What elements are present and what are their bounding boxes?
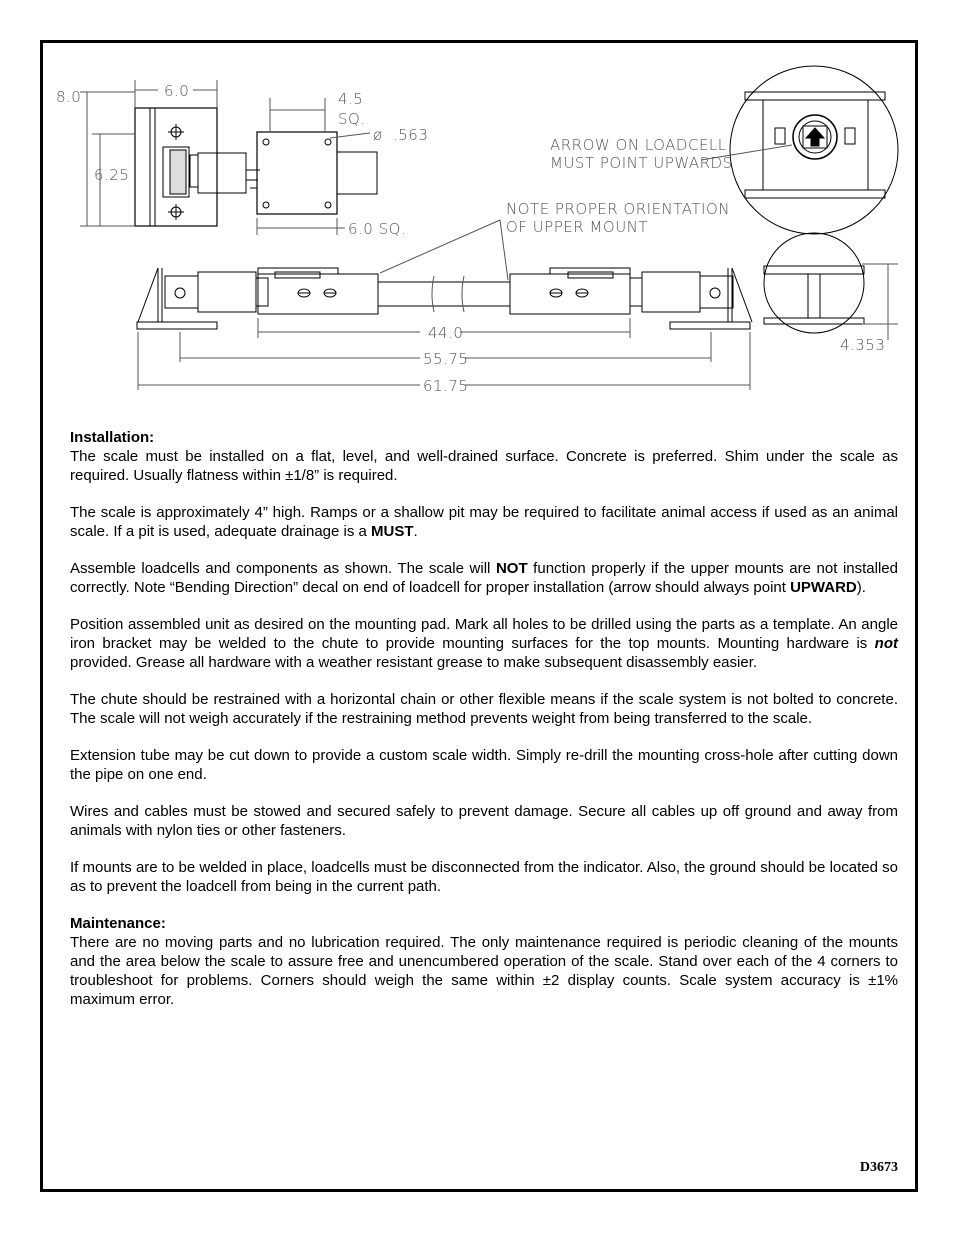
dim-6-0-top: 6.0 [164,82,190,100]
dim-563: .563 [393,126,429,144]
scale-assembly [137,268,752,329]
dim-6-0-sq: 6.0 SQ. [348,220,407,238]
dim-55-75: 55.75 [423,350,469,368]
technical-drawing [40,40,915,410]
installation-p5: The chute should be restrained with a horizontal chain or other flexible means if the scale system is not bolted to concrete. The scale will not weigh accurately if the restraining method prevents weight from being transferred to the scale. [70,691,898,727]
installation-p7: Wires and cables must be stowed and secured safely to prevent damage. Secure all cables up off ground and away from animals with nylon ties or other fasteners. [70,803,898,839]
side-view-mount [135,108,260,226]
dim-phi: ø [373,126,383,144]
dim-61-75: 61.75 [423,377,469,395]
dim-44-0: 44.0 [428,324,464,342]
dim-4-353: 4.353 [840,336,886,354]
instructions [70,428,898,1027]
installation-p1: The scale must be installed on a flat, level, and well-drained surface. Concrete is preferred. Shim under the scale as required. Usually flatness within ±1/8” is required. [70,448,898,484]
dim-8-0: 8.0 [56,88,82,106]
dim-6-25: 6.25 [94,166,130,184]
document-number: D3673 [859,1160,898,1175]
orient-note-line-2: OF UPPER MOUNT [506,218,649,236]
installation-p2: The scale is approximately 4” high. Ramps or a shallow pit may be required to facilitate animal access if used as an animal scale. If a pit is used, adequate drainage is a MUST. [70,504,898,540]
maintenance-heading: Maintenance: [70,915,166,932]
installation-p8: If mounts are to be welded in place, loadcells must be disconnected from the indicator. Also, the ground should be located so as to prevent the loadcell from being in the current path. [70,859,898,895]
orient-note-line-1: NOTE PROPER ORIENTATION [506,200,730,218]
maintenance-p1: There are no moving parts and no lubrication required. The only maintenance required is periodic cleaning of the mounts and the area below the scale to assure free and unencumbered operation of the scale. Stand over each of the 4 corners to troubleshoot for problems. Corners should weigh the same within ±2 display counts. Scale system accuracy is ±1% maximum error. [70,934,898,1008]
installation-p4: Position assembled unit as desired on the mounting pad. Mark all holes to be drilled using the parts as a template. An angle iron bracket may be welded to the chute to provide mounting surfaces for the top mounts. Mounting hardware is not provided. Grease all hardware with a weather resistant grease to make subsequent disassembly easier. [70,616,898,671]
top-view-plate [250,132,377,214]
installation-p3: Assemble loadcells and components as shown. The scale will NOT function properly if the upper mounts are not installed correctly. Note “Bending Direction” decal on end of loadcell for proper installation (arrow should always point UPWARD). [70,560,898,596]
installation-p6: Extension tube may be cut down to provide a custom scale width. Simply re-drill the mounting cross-hole after cutting down the pipe on one end. [70,747,898,783]
arrow-note-line-2: MUST POINT UPWARDS [550,154,733,172]
arrow-note-line-1: ARROW ON LOADCELL [550,136,727,154]
loadcell-end-detail [730,66,898,234]
dim-sq: SQ. [338,110,366,128]
dim-4-5: 4.5 [338,90,364,108]
cross-section-detail [764,233,864,333]
installation-heading: Installation: [70,429,155,446]
